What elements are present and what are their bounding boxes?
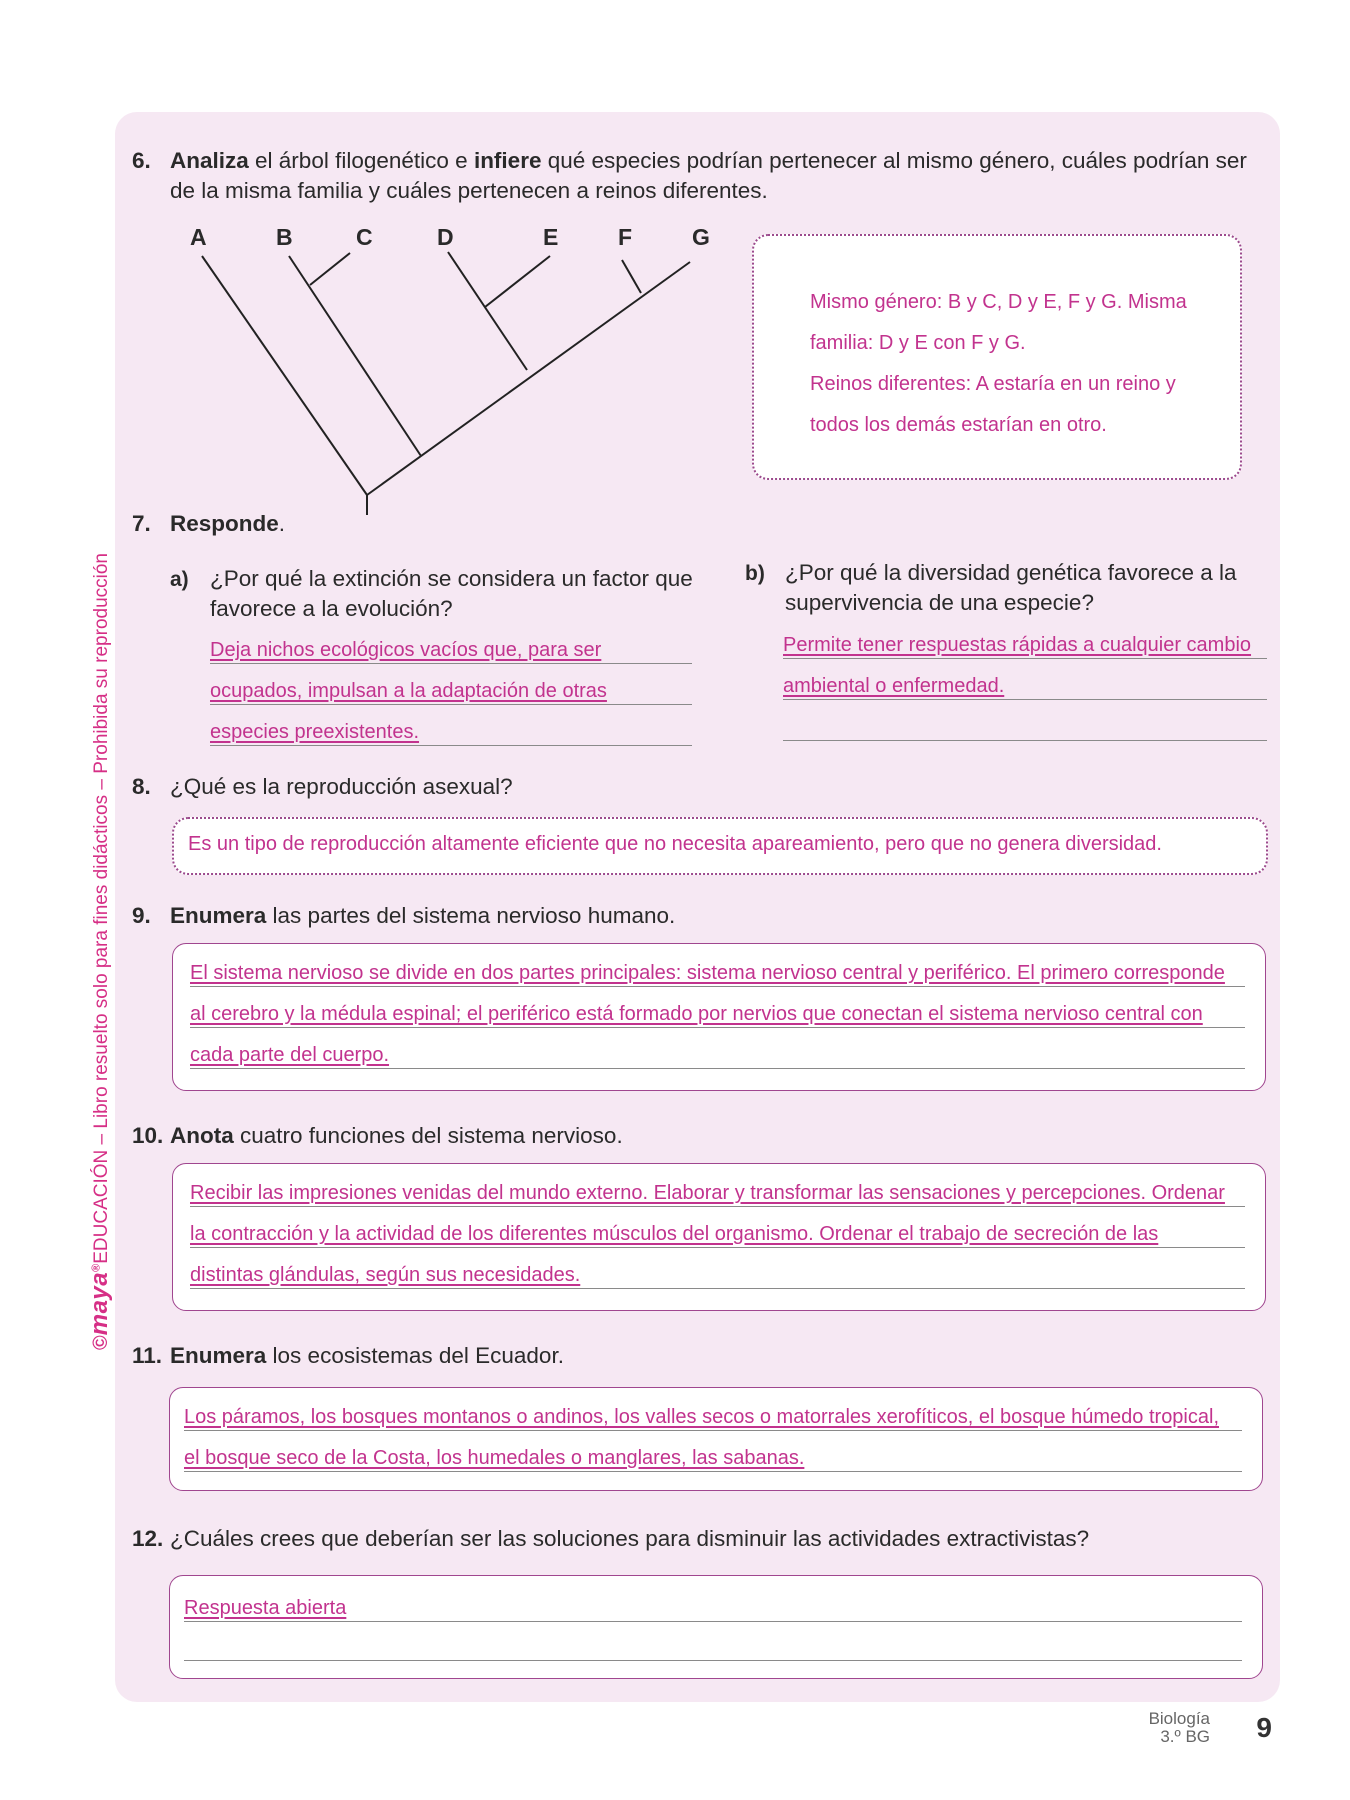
page-number: 9 <box>1256 1712 1272 1743</box>
question-6-line2: de la misma familia y cuáles pertenecen a reinos diferentes. <box>170 178 768 203</box>
tree-label-e: E <box>543 224 559 250</box>
q10-answer: Recibir las impresiones venidas del mundo externo. Elaborar y transformar las sensaciones y percepciones. Ordenar <box>190 1182 1225 1204</box>
q10-answer-box[interactable] <box>172 1163 1266 1311</box>
q12-answer-box[interactable] <box>169 1575 1263 1679</box>
q12-answer: Respuesta abierta <box>184 1597 347 1619</box>
copyright-text: EDUCACIÓN – Libro resuelto solo para fines didácticos – Prohibida su reproducción <box>91 553 112 1264</box>
q6-answer-line: familia: D y E con F y G. <box>810 332 1026 354</box>
question-7b: b) ¿Por qué la diversidad genética favorece a la <box>745 558 1237 589</box>
tree-label-g: G <box>692 224 710 250</box>
q7a-answer: ocupados, impulsan a la adaptación de otras <box>210 680 607 702</box>
q10-answer: la contracción y la actividad de los diferentes músculos del organismo. Ordenar el trabajo de secreción de las <box>190 1223 1159 1245</box>
subject-name: Biología <box>1148 1709 1210 1728</box>
tree-label-b: B <box>276 224 293 250</box>
q6-answer-box[interactable] <box>752 234 1242 480</box>
tree-label-a: A <box>190 224 207 250</box>
q7a-answer: especies preexistentes. <box>210 721 420 743</box>
question-12: 12. ¿Cuáles crees que deberían ser las soluciones para disminuir las actividades extractivistas? <box>132 1524 1089 1554</box>
question-11: 11. Enumera los ecosistemas del Ecuador. <box>132 1341 564 1371</box>
question-8: 8. ¿Qué es la reproducción asexual? <box>132 772 513 802</box>
q8-answer-box[interactable] <box>172 817 1268 875</box>
q10-answer: distintas glándulas, según sus necesidades. <box>190 1264 581 1286</box>
copyright-symbol: © <box>90 1335 112 1350</box>
question-number: 11. <box>132 1343 163 1368</box>
grade-level: 3.º BG <box>1160 1727 1210 1746</box>
question-number: 10. <box>132 1123 164 1148</box>
question-7a-line2: favorece a la evolución? <box>210 596 453 621</box>
q9-answer-box[interactable] <box>172 943 1266 1091</box>
question-number: 9. <box>132 903 151 928</box>
q6-answer-line: Reinos diferentes: A estaría en un reino y <box>810 373 1176 395</box>
keyword-enumera: Enumera <box>170 1343 267 1368</box>
keyword-infiere: infiere <box>473 148 542 173</box>
keyword-analiza: Analiza <box>170 148 249 173</box>
q11-answer: Los páramos, los bosques montanos o andinos, los valles secos o matorrales xerofíticos, el bosque húmedo tropical, <box>184 1406 1219 1428</box>
q7b-answer: ambiental o enfermedad. <box>783 675 1005 697</box>
registered-mark: ® <box>90 1263 103 1272</box>
footer-subject <box>1149 1710 1210 1746</box>
q9-answer: al cerebro y la médula espinal; el periférico está formado por nervios que conectan el sistema nervioso central con <box>190 1003 1203 1025</box>
q6-answer-line: Mismo género: B y C, D y E, F y G. Misma <box>810 291 1187 313</box>
brand-logo: maya <box>86 1271 113 1336</box>
q6-answer-line: todos los demás estarían en otro. <box>810 414 1107 436</box>
question-6: 6. Analiza el árbol filogenético e infiere qué especies podrían pertenecer al mismo género, cuáles podrían ser <box>132 146 1272 176</box>
tree-label-f: F <box>618 224 633 250</box>
q11-answer: el bosque seco de la Costa, los humedales o manglares, las sabanas. <box>184 1447 805 1469</box>
keyword-responde: Responde <box>170 511 279 536</box>
tree-label-c: C <box>356 224 373 250</box>
question-number: 7. <box>132 511 151 536</box>
q7a-answer: Deja nichos ecológicos vacíos que, para ser <box>210 639 602 661</box>
question-number: 12. <box>132 1526 164 1551</box>
question-number: 8. <box>132 774 151 799</box>
q11-answer-box[interactable] <box>169 1387 1263 1491</box>
question-7: 7. Responde. <box>132 509 285 539</box>
phylogenetic-tree <box>180 220 740 520</box>
q8-answer: Es un tipo de reproducción altamente eficiente que no necesita apareamiento, pero que no genera diversidad. <box>188 833 1162 855</box>
q9-answer: cada parte del cuerpo. <box>190 1044 390 1066</box>
question-10: 10. Anota cuatro funciones del sistema nervioso. <box>132 1121 623 1151</box>
q9-answer: El sistema nervioso se divide en dos partes principales: sistema nervioso central y periférico. El primero corresponde <box>190 962 1225 984</box>
subquestion-label-a: a) <box>170 568 189 591</box>
q7b-answer: Permite tener respuestas rápidas a cualquier cambio <box>783 634 1252 656</box>
question-7a: a) ¿Por qué la extinción se considera un factor que <box>170 564 693 595</box>
question-number: 6. <box>132 148 151 173</box>
question-7b-line2: supervivencia de una especie? <box>785 590 1094 615</box>
keyword-anota: Anota <box>170 1123 234 1148</box>
subquestion-label-b: b) <box>745 562 765 585</box>
copyright-sidebar <box>86 450 114 1350</box>
question-9: 9. Enumera las partes del sistema nervioso humano. <box>132 901 675 931</box>
q7a-answer-lines[interactable] <box>210 632 692 762</box>
keyword-enumera: Enumera <box>170 903 267 928</box>
tree-label-d: D <box>437 224 454 250</box>
q7b-answer-lines[interactable] <box>783 627 1267 757</box>
